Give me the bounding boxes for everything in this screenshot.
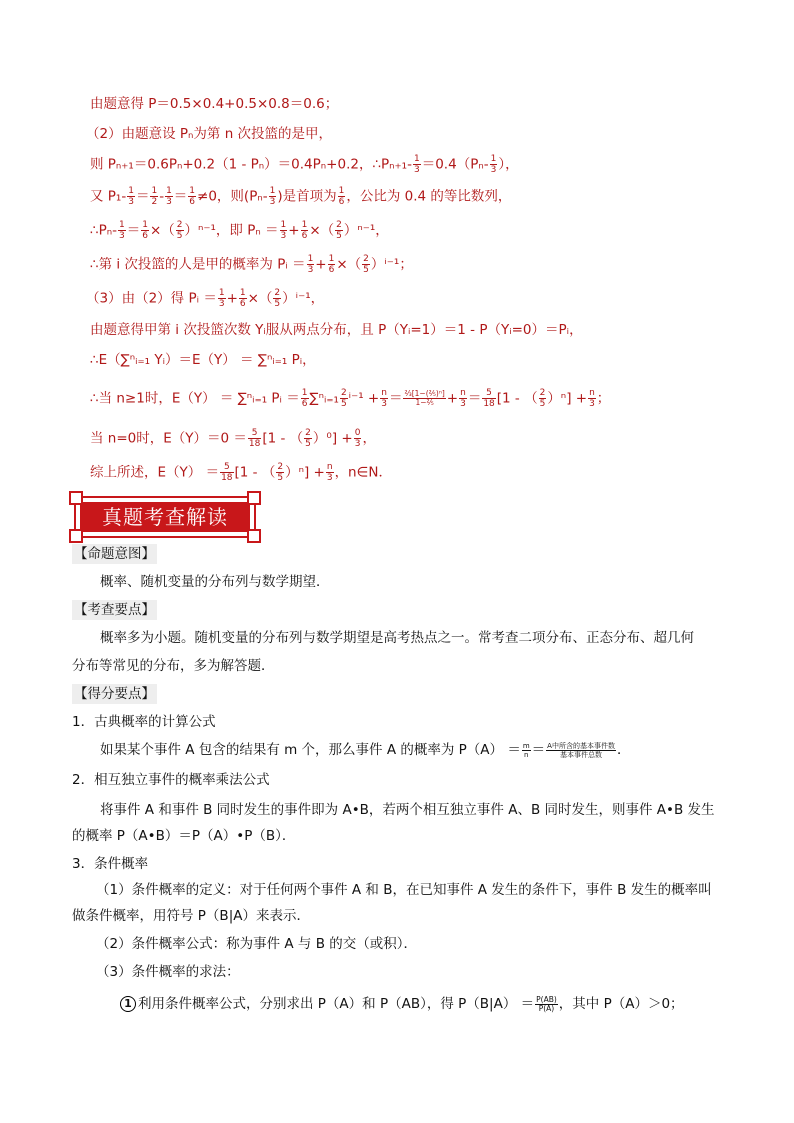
solution-text: （2）由题意设 Pₙ为第 n 次投篮的是甲， — [86, 126, 333, 142]
solution-line-4: 又 P₁- $\frac{1}{3}$ ＝ $\frac{1}{2}$ - $\frac{1}{3}$ ＝ $\frac{1}{6}$ ≠0，则(Pₙ- $\frac{1}{3}$ )是首项为 $\frac{1}{6}$ ，公比为 0.4 的等比数列， — [90, 186, 512, 207]
solution-text: 由题意得 P＝0.5×0.4+0.5×0.8＝0.6； — [90, 96, 339, 112]
fraction: $\frac{1}{3}$ — [166, 186, 172, 207]
solution-line-5: ∴Pₙ- $\frac{1}{3}$ ＝ $\frac{1}{6}$ ×（ $\frac{2}{5}$ ）ⁿ⁻¹，即 Pₙ ＝ $\frac{1}{3}$ + $\frac{1}{6}$ ×（ $\frac{2}{5}$ ）ⁿ⁻¹， — [90, 220, 389, 241]
circled-number-icon: 1 — [120, 996, 136, 1012]
fraction: $\frac{1}{6}$ — [338, 186, 345, 207]
fraction: $\frac{1}{3}$ — [118, 220, 125, 241]
fraction: $\frac{\text{A中所含的基本事件数}}{\text{基本事件总数}}$ — [547, 741, 615, 759]
fraction: $\frac{1}{3}$ — [269, 186, 276, 207]
solution-line-3 — [90, 154, 519, 175]
solution-line-7: （3）由（2）得 Pᵢ ＝ $\frac{1}{3}$ + $\frac{1}{6}$ ×（ $\frac{2}{5}$ ）ⁱ⁻¹， — [86, 288, 325, 309]
fraction: $\frac{\text{⅔[1−(⅖)ⁿ]}}{\text{1−⅖}}$ — [404, 389, 445, 407]
section-label-points: 【考查要点】 — [74, 602, 155, 618]
solution-line-9: ∴E（∑ⁿᵢ₌₁ Yᵢ）＝E（Y） ＝ ∑ⁿᵢ₌₁ Pᵢ， — [90, 352, 316, 368]
solution-line-12: 综上所述，E（Y） ＝ $\frac{5}{18}$ [1 - （ $\frac{2}{5}$ ）ⁿ] + $\frac{n}{3}$ ，n∈N． — [90, 462, 392, 483]
solution-line-1 — [90, 94, 338, 114]
intent-text: 概率、随机变量的分布列与数学期望． — [100, 574, 330, 590]
fraction: $\frac{1}{3}$ — [280, 220, 287, 241]
fraction: $\frac{2}{5}$ — [176, 220, 183, 241]
fraction: $\frac{1}{3}$ — [490, 154, 497, 175]
solution-text: ＝0.4（Pₙ- — [421, 156, 489, 173]
banner-corner-ornament — [69, 529, 83, 543]
fraction: $\frac{5}{18}$ — [221, 462, 233, 483]
section-label-score: 【得分要点】 — [74, 686, 155, 702]
item3-sub1a: （1）条件概率的定义：对于任何两个事件 A 和 B，在已知事件 A 发生的条件下，事件 B 发生的概率叫 — [96, 882, 712, 898]
solution-line-10: ∴当 n≥1时，E（Y） ＝ ∑ⁿᵢ₌₁ Pᵢ ＝ $\frac{1}{6}$ ∑ⁿᵢ₌₁ $\frac{2}{5}$ ⁱ⁻¹ + $\frac{n}{3}$ ＝ $\frac{\text{⅔[1−(⅖)ⁿ]}}{\text{1−⅖}}$ + $\frac{n}{3}$ ＝ $\frac{5}{18}$ [1 - （ $\frac{2}{5}$ ）ⁿ] + $\frac{n}{3}$ ； — [90, 388, 611, 409]
solution-text: 则 Pₙ₊₁＝0.6Pₙ+0.2（1 - Pₙ）＝0.4Pₙ+0.2，∴Pₙ₊₁- — [90, 156, 412, 173]
solution-line-8: 由题意得甲第 i 次投篮次数 Yᵢ服从两点分布，且 P（Yᵢ=1）＝1 - P（Yᵢ=0）＝Pᵢ， — [90, 322, 583, 338]
item2-title: 2．相互独立事件的概率乘法公式 — [72, 772, 270, 788]
solution-line-11: 当 n=0时，E（Y）＝0 ＝ $\frac{5}{18}$ [1 - （ $\frac{2}{5}$ ）⁰] + $\frac{0}{3}$ ， — [90, 428, 376, 449]
fraction: $\frac{2}{5}$ — [305, 428, 311, 449]
fraction: $\frac{5}{18}$ — [483, 388, 495, 409]
fraction: $\frac{1}{6}$ — [301, 220, 308, 241]
item2-text-2: 的概率 P（A•B）＝P（A）•P（B）． — [72, 828, 296, 844]
fraction: $\frac{1}{6}$ — [189, 186, 196, 207]
fraction: $\frac{2}{5}$ — [340, 388, 347, 409]
fraction: $\frac{m}{n}$ — [522, 741, 530, 759]
item3-method-1: 1 利用条件概率公式，分别求出 P（A）和 P（AB），得 P（B|A） ＝ $\frac{P(AB)}{P(A)}$ ，其中 P（A）＞0； — [120, 994, 684, 1014]
fraction: $\frac{1}{6}$ — [239, 288, 246, 309]
solution-line-6: ∴第 i 次投篮的人是甲的概率为 Pᵢ ＝ $\frac{1}{3}$ + $\frac{1}{6}$ ×（ $\frac{2}{5}$ ）ⁱ⁻¹； — [90, 254, 413, 275]
fraction: $\frac{0}{3}$ — [354, 428, 361, 449]
banner-corner-ornament — [247, 529, 261, 543]
fraction: $\frac{2}{5}$ — [539, 388, 546, 409]
item1-title: 1．古典概率的计算公式 — [72, 714, 216, 730]
fraction: $\frac{1}{6}$ — [328, 254, 335, 275]
section-label-intent: 【命题意图】 — [74, 546, 155, 562]
item3-sub2: （2）条件概率公式：称为事件 A 与 B 的交（或积）． — [96, 936, 418, 952]
points-text-1: 概率多为小题。随机变量的分布列与数学期望是高考热点之一。常考查二项分布、正态分布、超几何 — [100, 630, 694, 646]
fraction: $\frac{1}{2}$ — [151, 186, 158, 207]
solution-text: 又 P₁- — [90, 188, 127, 205]
item3-sub1b: 做条件概率，用符号 P（B|A）来表示． — [72, 908, 310, 924]
fraction: $\frac{1}{3}$ — [307, 254, 314, 275]
fraction: $\frac{2}{5}$ — [274, 288, 281, 309]
fraction: $\frac{P(AB)}{P(A)}$ — [536, 994, 557, 1013]
fraction: $\frac{1}{3}$ — [218, 288, 225, 309]
fraction: $\frac{1}{3}$ — [128, 186, 134, 207]
fraction: $\frac{n}{3}$ — [460, 388, 466, 409]
fraction: $\frac{n}{3}$ — [326, 462, 333, 483]
banner-corner-ornament — [69, 491, 83, 505]
section-banner — [74, 496, 256, 538]
item3-title: 3．条件概率 — [72, 856, 149, 872]
item2-text-1: 将事件 A 和事件 B 同时发生的事件即为 A•B，若两个相互独立事件 A、B 同时发生，则事件 A•B 发生 — [100, 802, 715, 818]
item1-text: 如果某个事件 A 包含的结果有 m 个，那么事件 A 的概率为 P（A） ＝ $\frac{m}{n}$ ＝ $\frac{\text{A中所含的基本事件数}}{\text{基本事件总数}}$ ． — [100, 741, 631, 759]
fraction: $\frac{2}{5}$ — [277, 462, 284, 483]
fraction: $\frac{2}{5}$ — [363, 254, 369, 275]
item3-sub3: （3）条件概率的求法： — [96, 964, 240, 980]
fraction: $\frac{2}{5}$ — [336, 220, 342, 241]
fraction: $\frac{1}{6}$ — [301, 388, 308, 409]
fraction: $\frac{n}{3}$ — [381, 388, 387, 409]
banner-title: 真题考查解读 — [80, 502, 250, 532]
points-text-2: 分布等常见的分布，多为解答题． — [72, 658, 275, 674]
fraction: $\frac{n}{3}$ — [589, 388, 595, 409]
fraction: $\frac{1}{6}$ — [142, 220, 148, 241]
solution-line-2 — [86, 124, 332, 144]
fraction: $\frac{1}{3}$ — [413, 154, 420, 175]
banner-corner-ornament — [247, 491, 261, 505]
fraction: $\frac{5}{18}$ — [248, 428, 261, 449]
solution-text: ）， — [498, 156, 519, 173]
